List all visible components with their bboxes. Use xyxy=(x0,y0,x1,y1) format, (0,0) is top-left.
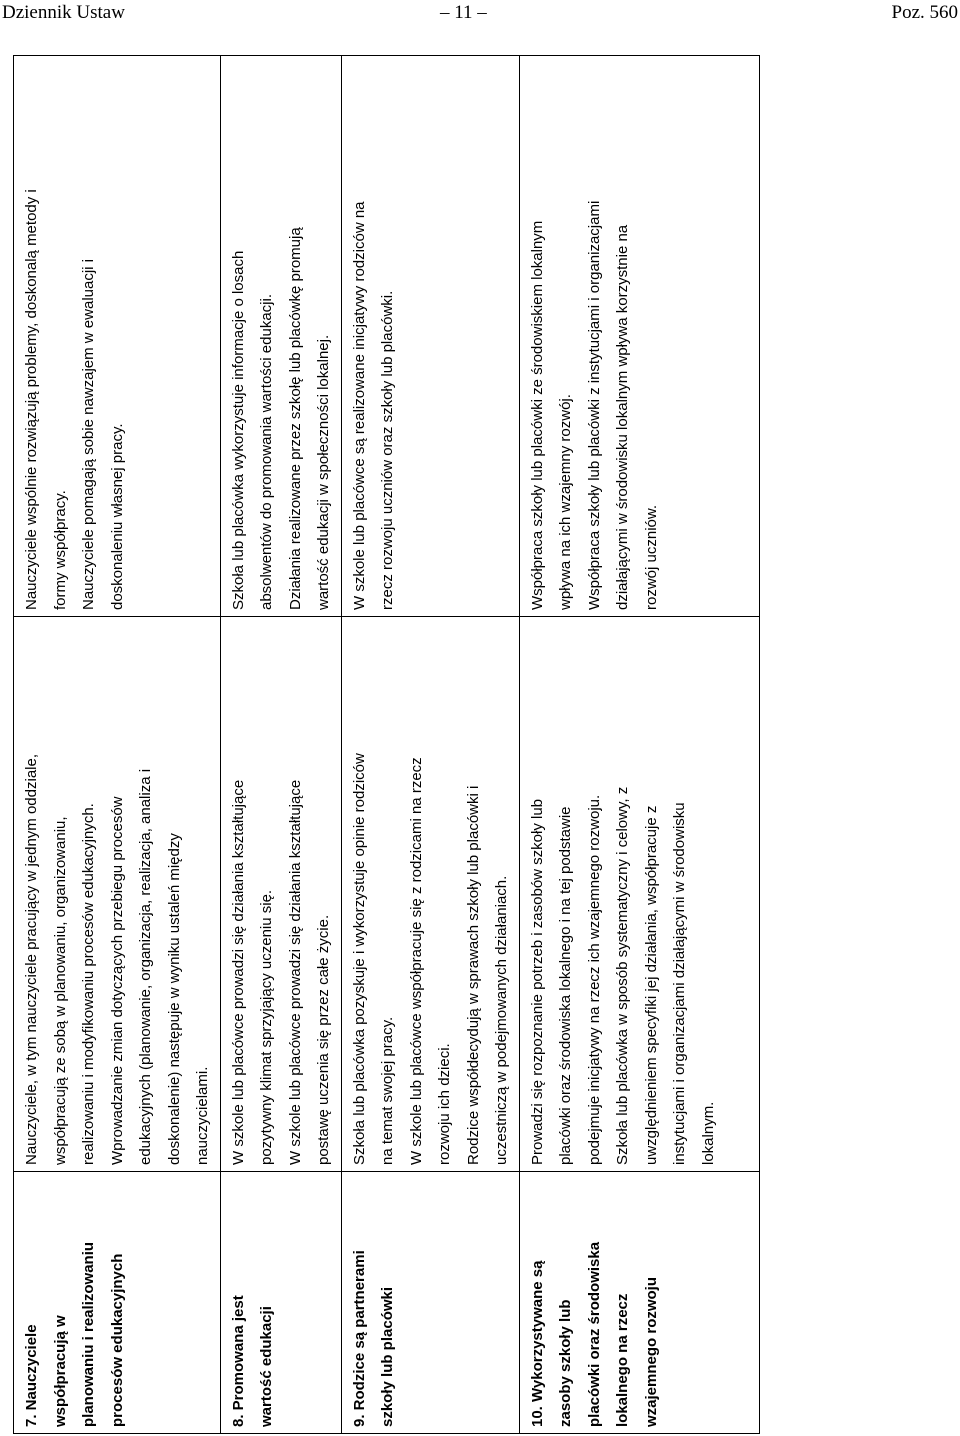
characteristics-line: W szkole lub placówce prowadzi się działania kształtujące xyxy=(229,779,247,1165)
characteristics-line: placówki oraz środowiska lokalnego i na tej podstawie xyxy=(557,806,574,1165)
characteristics-cell xyxy=(341,617,519,1172)
characteristics-line: Nauczyciele, w tym nauczyciele pracujący w jednym oddziale, xyxy=(23,753,40,1165)
requirement-line: szkoły lub placówki xyxy=(379,1286,396,1427)
high-level-line: W szkole lub placówce są realizowane inicjatywy rodziców na xyxy=(350,201,368,610)
page-number: – 11 – xyxy=(440,2,487,23)
rotated-requirements-table xyxy=(13,56,717,1434)
high-level-cell xyxy=(341,56,519,617)
high-level-line: Współpraca szkoły lub placówki ze środowiskiem lokalnym xyxy=(528,220,546,610)
characteristics-line: pozytywny klimat sprzyjający uczeniu się. xyxy=(258,889,275,1165)
requirement-line: procesów edukacyjnych xyxy=(108,1253,126,1427)
characteristics-line: W szkole lub placówce współpracuje się z rodzicami na rzecz xyxy=(407,757,425,1165)
high-level-line: absolwentów do promowania wartości edukacji. xyxy=(258,294,275,610)
requirement-line: 7. Nauczyciele xyxy=(23,1324,40,1427)
characteristics-line: edukacyjnych (planowanie, organizacja, realizacja, analiza i xyxy=(137,768,154,1165)
characteristics-cell xyxy=(14,617,221,1172)
requirement-line: zasoby szkoły lub xyxy=(557,1299,574,1427)
requirement-cell xyxy=(519,1172,759,1434)
requirement-line: planowaniu i realizowaniu xyxy=(80,1241,97,1427)
requirement-cell xyxy=(14,1172,221,1434)
running-head xyxy=(0,0,960,28)
characteristics-line: współpracują ze sobą w planowaniu, organizowaniu, xyxy=(51,816,69,1165)
characteristics-line: Szkoła lub placówka w sposób systematyczny i celowy, z xyxy=(614,786,631,1165)
high-level-line: wpływa na ich wzajemny rozwój. xyxy=(557,394,574,610)
high-level-line: Współpraca szkoły lub placówki z instytucjami i organizacjami xyxy=(585,200,603,610)
characteristics-line: Prowadzi się rozpoznanie potrzeb i zasobów szkoły lub xyxy=(528,798,546,1165)
characteristics-line: W szkole lub placówce prowadzi się działania kształtujące xyxy=(286,779,304,1165)
high-level-line: rozwój uczniów. xyxy=(642,504,660,610)
requirements-table xyxy=(13,55,760,1434)
high-level-line: Działania realizowane przez szkołę lub placówkę promują xyxy=(286,227,304,610)
high-level-line: Nauczyciele pomagają sobie nawzajem w ewaluacji i xyxy=(80,258,97,610)
characteristics-line: nauczycielami. xyxy=(194,1066,211,1165)
requirement-line: wzajemnego rozwoju xyxy=(642,1276,660,1427)
characteristics-line: instytucjami i organizacjami działającymi w środowisku xyxy=(671,802,688,1165)
high-level-cell xyxy=(14,56,221,617)
high-level-cell xyxy=(519,56,759,617)
characteristics-line: uczestniczą w podejmowanych działaniach. xyxy=(493,875,510,1165)
requirement-line: 9. Rodzice są partnerami xyxy=(350,1250,368,1427)
characteristics-cell xyxy=(220,617,341,1172)
characteristics-line: uwzględnieniem specyfiki jej działania, współpracuje z xyxy=(642,805,660,1165)
table-row xyxy=(14,56,221,1434)
table-row xyxy=(519,56,759,1434)
characteristics-line: na temat swojej pracy. xyxy=(379,1016,396,1165)
characteristics-line: doskonalenie) następuje w wyniku ustaleń między xyxy=(165,833,183,1165)
characteristics-line: postawę uczenia się przez całe życie. xyxy=(315,914,332,1165)
characteristics-line: lokalnym. xyxy=(699,1101,717,1165)
requirement-line: lokalnego na rzecz xyxy=(614,1293,631,1427)
high-level-line: doskonaleniu własnej pracy. xyxy=(108,423,126,610)
requirement-cell xyxy=(220,1172,341,1434)
requirement-line: 10. Wykorzystywane są xyxy=(528,1260,546,1427)
high-level-line: wartość edukacji w społeczności lokalnej. xyxy=(315,334,332,610)
high-level-line: formy współpracy. xyxy=(51,490,69,610)
table-row xyxy=(220,56,341,1434)
characteristics-line: Wprowadzanie zmian dotyczących przebiegu procesów xyxy=(108,796,126,1165)
high-level-line: Nauczyciele wspólnie rozwiązują problemy, doskonalą metody i xyxy=(23,189,40,610)
characteristics-line: realizowaniu i modyfikowaniu procesów edukacyjnych. xyxy=(80,803,97,1165)
requirement-line: 8. Promowana jest xyxy=(229,1295,247,1427)
characteristics-line: Szkoła lub placówka pozyskuje i wykorzystuje opinie rodziców xyxy=(350,753,368,1165)
characteristics-line: podejmuje inicjatywy na rzecz ich wzajemnego rozwoju. xyxy=(585,794,603,1165)
journal-title: Dziennik Ustaw xyxy=(2,2,125,23)
characteristics-cell xyxy=(519,617,759,1172)
high-level-line: rzecz rozwoju uczniów oraz szkoły lub placówki. xyxy=(379,290,396,610)
high-level-cell xyxy=(220,56,341,617)
table-row xyxy=(341,56,519,1434)
requirement-cell xyxy=(341,1172,519,1434)
requirement-line: wartość edukacji xyxy=(258,1306,275,1427)
high-level-line: działającymi w środowisku lokalnym wpływa korzystnie na xyxy=(614,224,631,610)
requirement-line: współpracują w xyxy=(51,1315,69,1427)
characteristics-line: rozwoju ich dzieci. xyxy=(436,1043,453,1165)
requirement-line: placówki oraz środowiska xyxy=(585,1241,603,1427)
high-level-line: Szkoła lub placówka wykorzystuje informacje o losach xyxy=(229,250,247,610)
characteristics-line: Rodzice współdecydują w sprawach szkoły lub placówki i xyxy=(464,785,482,1165)
position-number: Poz. 560 xyxy=(891,2,958,23)
